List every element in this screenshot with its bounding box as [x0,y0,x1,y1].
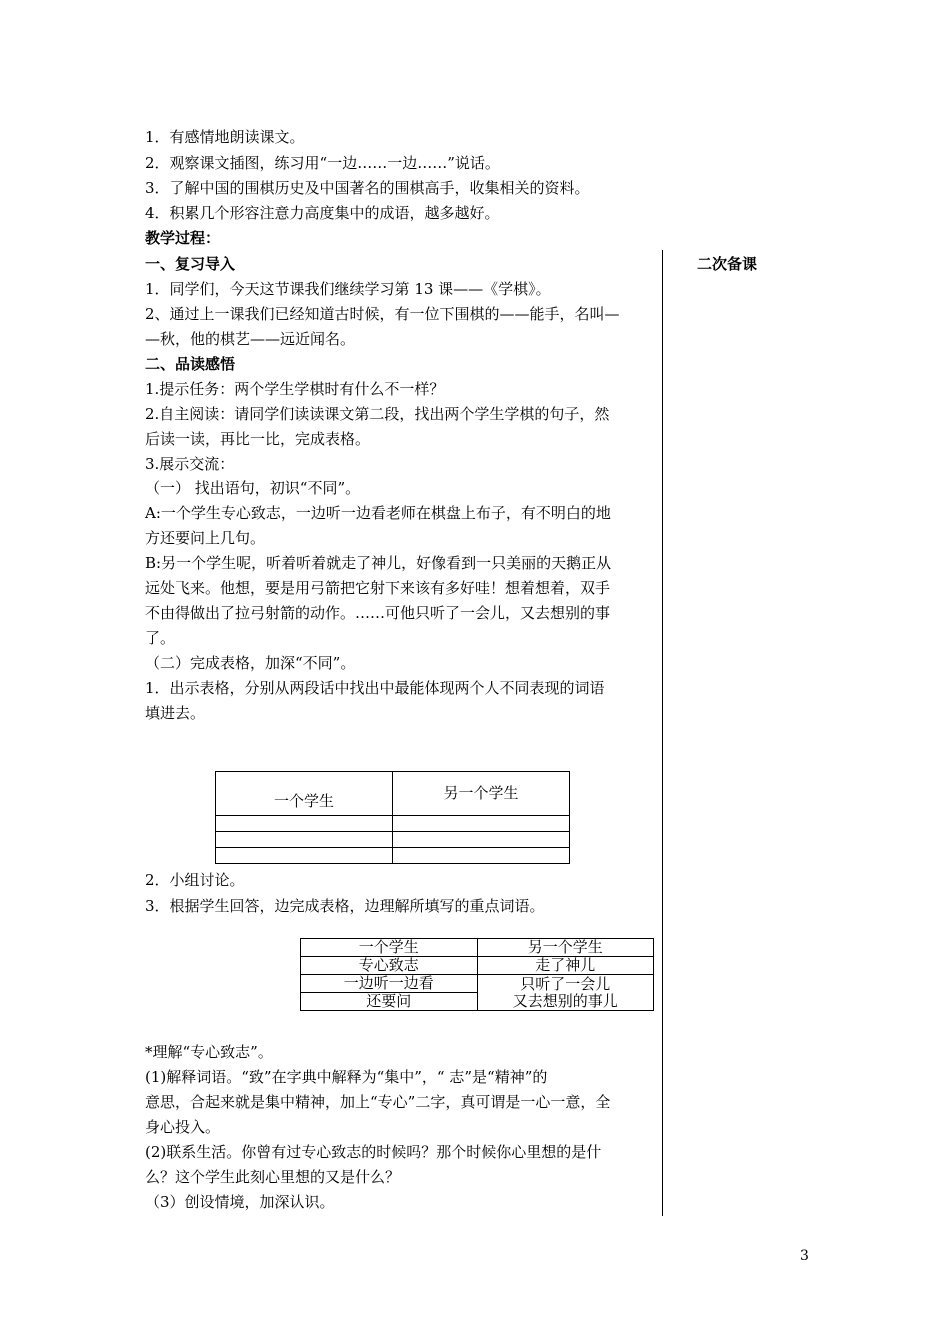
table-header: 另一个学生 [477,939,654,957]
goal-1: 1．有感情地朗读课文。 [145,128,305,146]
understanding-line: (1)解释词语。“致”在字典中解释为“集中”，“ 志”是“精神”的 [145,1068,548,1086]
understanding-line: 意思，合起来就是集中精神，加上“专心”二字，真可谓是一心一意，全 [145,1093,611,1111]
side-heading: 二次备课 [697,255,758,273]
section2-line: 了。 [145,629,176,647]
section2-line: 填进去。 [145,704,206,722]
table-cell-line: 又去想别的事儿 [512,991,618,1010]
section2-line: （二）完成表格，加深“不同”。 [145,654,356,672]
section2-line: 3.展示交流： [145,455,235,473]
section2-line: 1．出示表格，分别从两段话中找出中最能体现两个人不同表现的词语 [145,679,605,697]
section2-line: 远处飞来。他想，要是用弓箭把它射下来该有多好哇！想着想着，双手 [145,579,611,597]
table-cell: 专心致志 [301,957,478,975]
section2-line: 不由得做出了拉弓射箭的动作。……可他只听了一会儿，又去想别的事 [145,604,611,622]
table-header: 一个学生 [301,939,478,957]
section1-line: 1．同学们，今天这节课我们继续学习第 13 课——《学棋》。 [145,280,551,298]
table-cell-line: 只听了一会儿 [520,974,611,993]
table-cell [216,848,393,864]
goal-4: 4．积累几个形容注意力高度集中的成语，越多越好。 [145,204,500,222]
section2-line: 后读一读，再比一比，完成表格。 [145,430,371,448]
section2-line: 1.提示任务：两个学生学棋时有什么不一样？ [145,380,445,398]
table-cell [393,848,570,864]
understanding-line: (2)联系生活。你曾有过专心致志的时候吗？那个时候你心里想的是什 [145,1143,602,1161]
table-cell: 走了神儿 [477,957,654,975]
understanding-line: 么？这个学生此刻心里想的又是什么？ [145,1168,401,1186]
table-cell: 一边听一边看 [301,975,478,993]
page-number: 3 [800,1248,809,1264]
blank-comparison-table [215,771,570,864]
section2-line: 方还要问上几句。 [145,529,266,547]
understanding-line: （3）创设情境，加深认识。 [145,1193,335,1211]
section2-line: 2.自主阅读：请同学们读读课文第二段，找出两个学生学棋的句子，然 [145,405,610,423]
table-cell [216,816,393,832]
column-divider [662,250,663,1216]
table-cell [393,832,570,848]
table-cell [216,832,393,848]
section1-line: —秋，他的棋艺——远近闻名。 [145,330,356,348]
section2-title: 二、品读感悟 [145,355,236,373]
table-cell: 还要问 [301,993,478,1011]
section1-title: 一、复习导入 [145,255,236,273]
discussion-line: 3．根据学生回答，边完成表格，边理解所填写的重点词语。 [145,897,545,915]
process-heading: 教学过程： [145,229,221,247]
goal-3: 3．了解中国的围棋历史及中国著名的围棋高手，收集相关的资料。 [145,179,590,197]
table-cell [393,816,570,832]
section2-line: A:一个学生专心致志，一边听一边看老师在棋盘上布子，有不明白的地 [145,504,611,522]
understanding-line: 身心投入。 [145,1118,221,1136]
section1-line: 2、通过上一课我们已经知道古时候，有一位下围棋的——能手，名叫— [145,305,620,323]
table-cell-merged [477,975,654,1011]
table-header: 一个学生 [216,772,393,816]
table-header: 另一个学生 [393,772,570,816]
section2-line: （一） 找出语句，初识“不同”。 [145,479,361,497]
understanding-line: *理解“专心致志”。 [145,1043,273,1061]
completed-comparison-table [300,938,654,1011]
section2-line: B:另一个学生呢，听着听着就走了神儿，好像看到一只美丽的天鹅正从 [145,554,612,572]
goal-2: 2．观察课文插图，练习用“一边……一边……”说话。 [145,154,500,172]
discussion-line: 2．小组讨论。 [145,871,245,889]
